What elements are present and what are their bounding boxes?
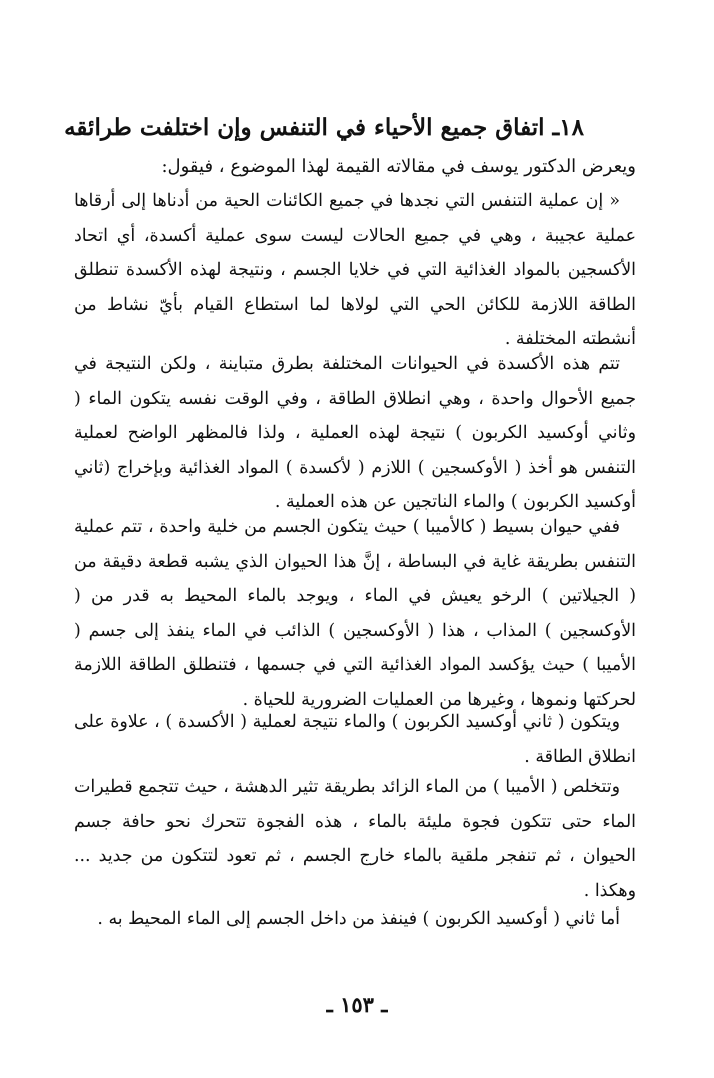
page-number: ـ ١٥٣ ـ — [326, 992, 388, 1017]
intro-line: ويعرض الدكتور يوسف في مقالاته القيمة لهذا الموضوع ، فيقول: — [161, 156, 636, 177]
paragraph-water-expulsion: وتتخلص ( الأميبا ) من الماء الزائد بطريقة تثير الدهشة ، حيث تتجمع قطيرات الماء حتى تتكون فجوة مليئة بالماء ، هذه الفجوة تتحرك نحو حافة جسم الحيوان ، ثم تنفجر ملقية بالماء خارج الجسم ، ثم تعود لتتكون من جديد ... وهكذا . — [74, 777, 636, 901]
paragraph-amoeba-respiration: ففي حيوان بسيط ( كالأميبا ) حيث يتكون الجسم من خلية واحدة ، تتم عملية التنفس بطريقة غاية في البساطة ، إنَّ هذا الحيوان الذي يشبه قطعة دقيقة من ( الجيلاتين ) الرخو يعيش في الماء ، ويوجد بالماء المحيط به قدر من ( الأوكسجين ) المذاب ، هذا ( الأوكسجين ) الذائب في الماء ينفذ إلى جسم ( الأميبا ) حيث يؤكسد المواد الغذائية التي في جسمها ، فتنطلق الطاقة اللازمة لحركتها ونموها ، وغيرها من العمليات الضرورية للحياة . — [74, 517, 636, 710]
paragraph-respiration-oxidation: « إن عملية التنفس التي نجدها في جميع الكائنات الحية من أدناها إلى أرقاها عملية عجيبة ، وهي في جميع الحالات ليست سوى عملية أكسدة، أي اتحاد الأكسجين بالمواد الغذائية التي في خلايا الجسم ، ونتيجة لهذه الأكسدة تنطلق الطاقة اللازمة للكائن الحي التي لولاها لما استطاع القيام بأيّ نشاط من أنشطته المختلفة . — [74, 191, 636, 350]
section-heading: ١٨ـ اتفاق جميع الأحياء في التنفس وإن اختلفت طرائقه — [64, 114, 584, 141]
paragraph-byproducts: ويتكون ( ثاني أوكسيد الكربون ) والماء نتيجة لعملية ( الأكسدة ) ، علاوة على انطلاق الطاقة . — [74, 712, 636, 767]
paragraph-oxidation-methods: تتم هذه الأكسدة في الحيوانات المختلفة بطرق متباينة ، ولكن النتيجة في جميع الأحوال واحدة ، وهي انطلاق الطاقة ، وفي الوقت نفسه يتكون الماء ( وثاني أوكسيد الكربون ) نتيجة لهذه العملية ، ولذا فالمظهر الواضح لعملية التنفس هو أخذ ( الأوكسجين ) اللازم ( لأكسدة ) المواد الغذائية وبإخراج (ثاني أوكسيد الكربون ) والماء الناتجين عن هذه العملية . — [74, 354, 636, 513]
paragraph-carbon-dioxide: أما ثاني ( أوكسيد الكربون ) فينفذ من داخل الجسم إلى الماء المحيط به . — [97, 909, 620, 929]
